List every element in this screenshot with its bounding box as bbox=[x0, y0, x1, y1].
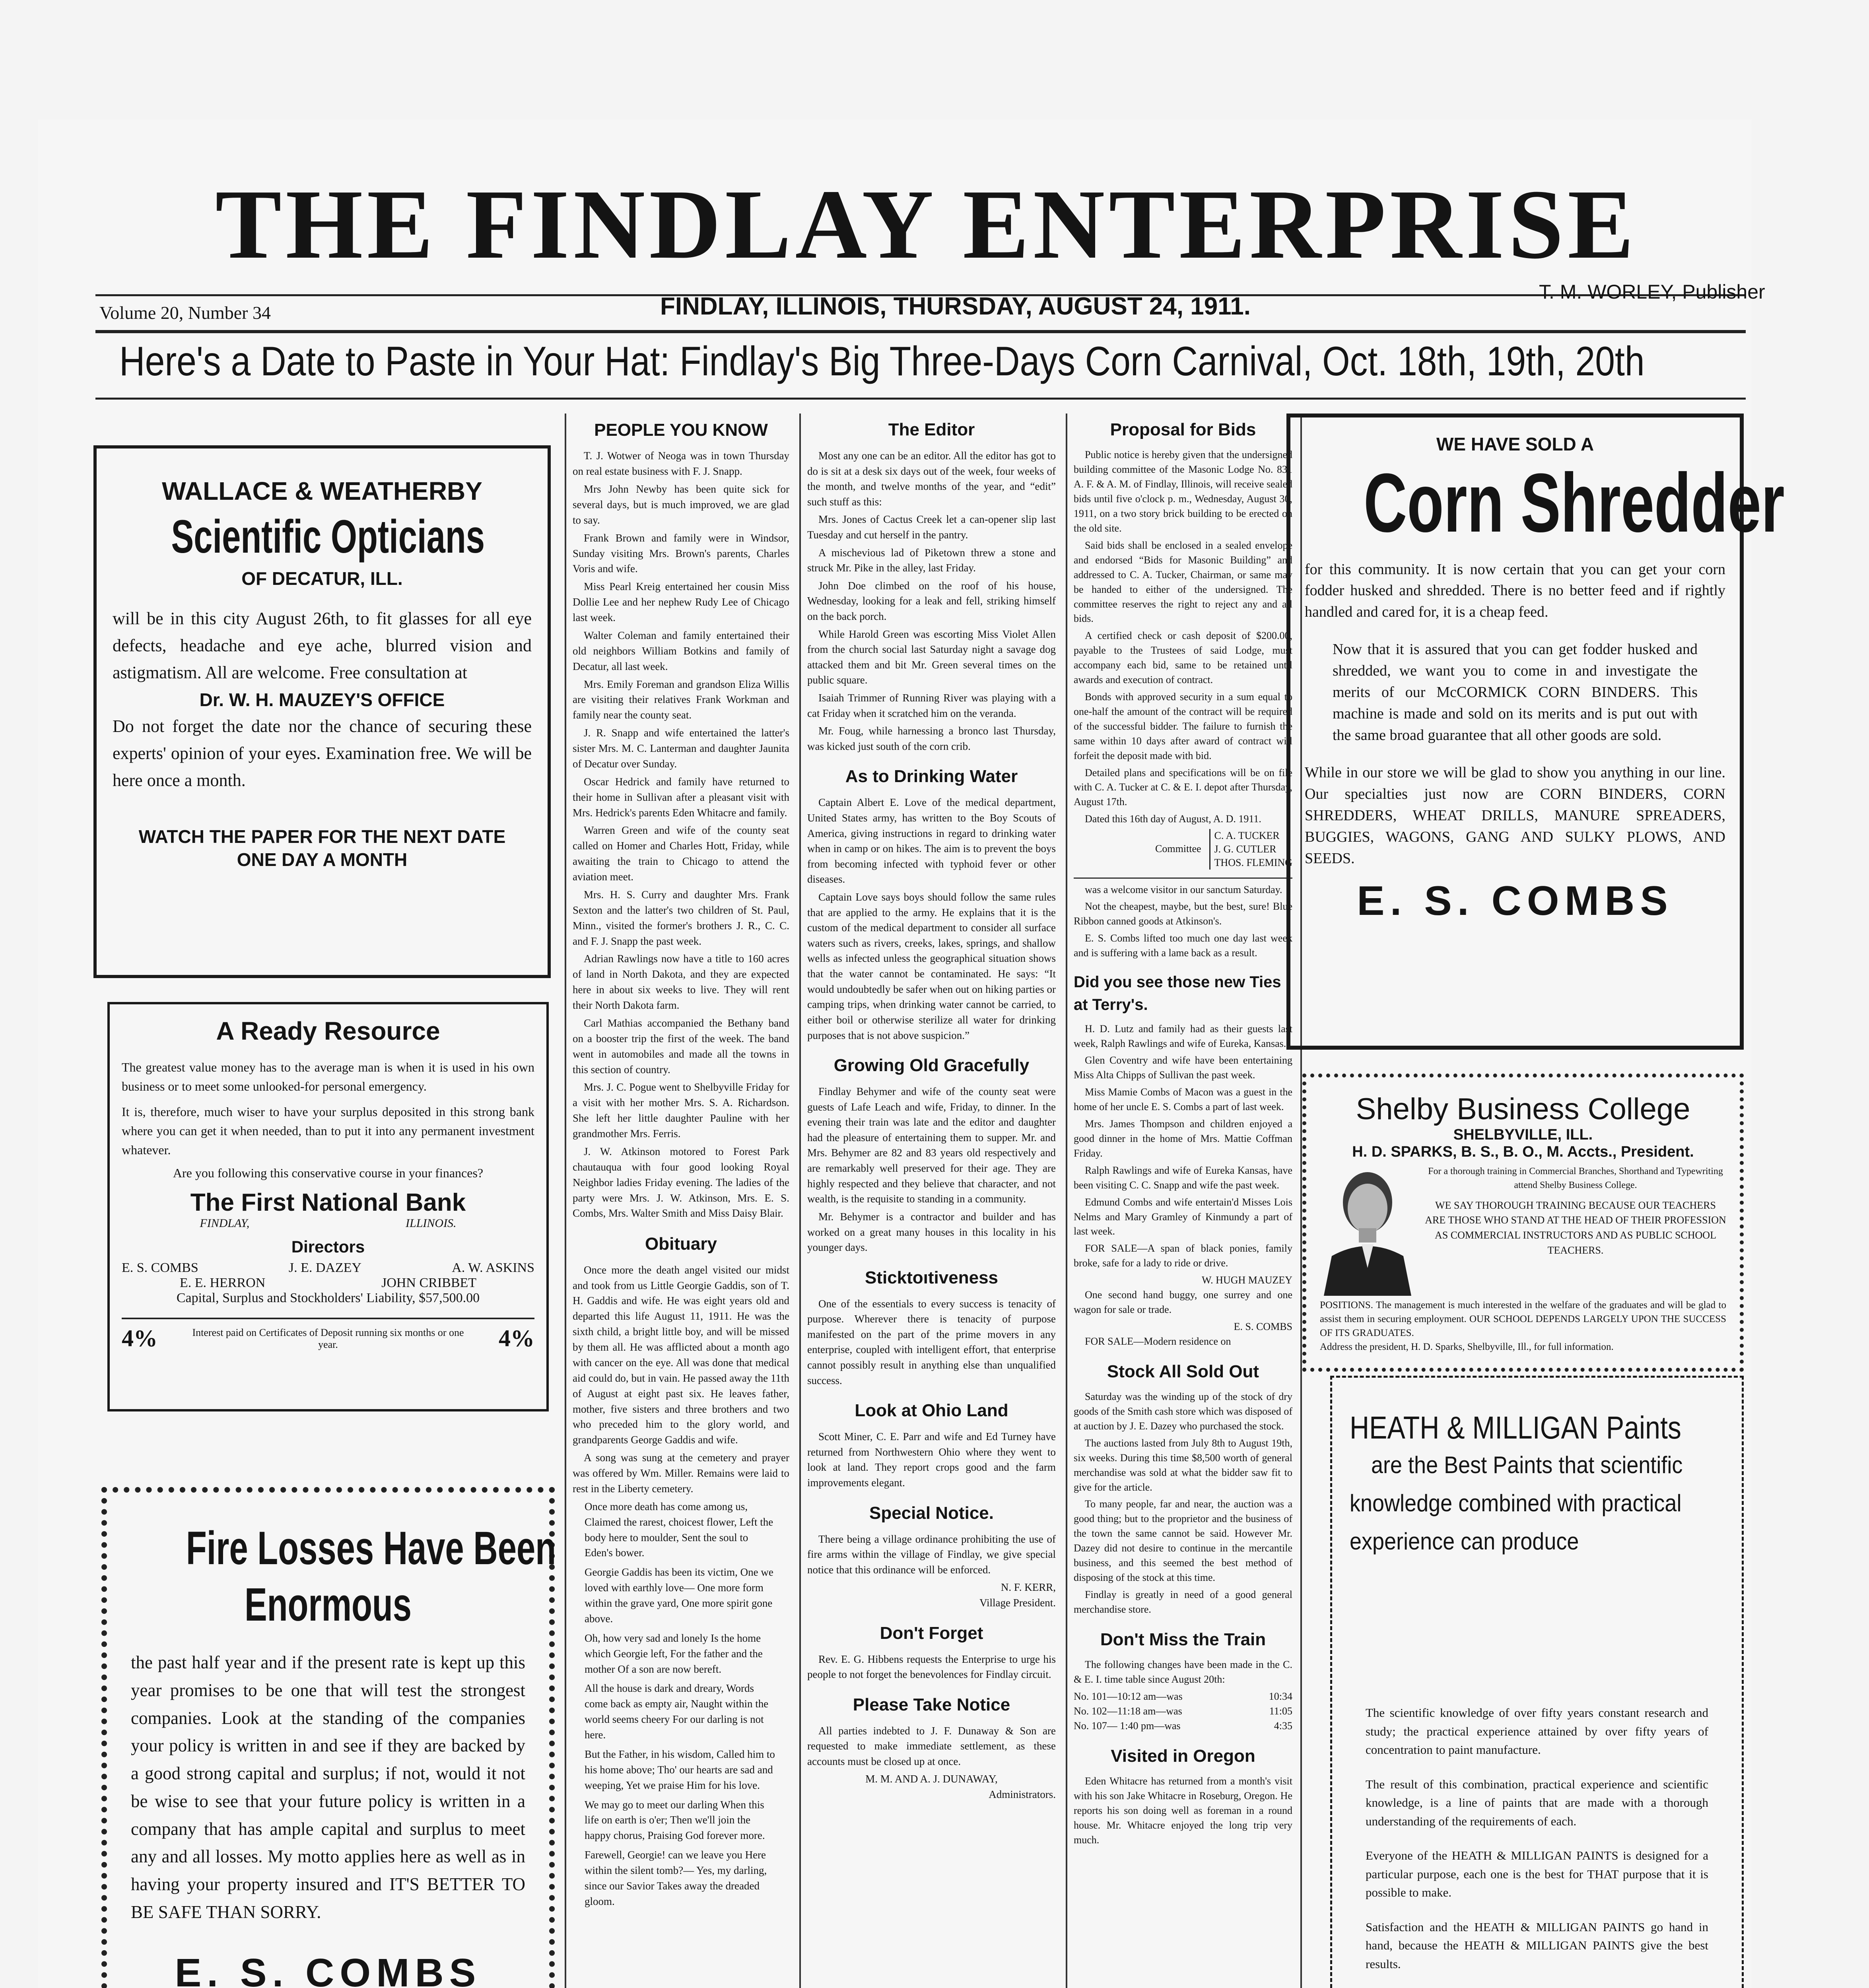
bank-directors-label: Directors bbox=[291, 1237, 365, 1256]
committee-member: THOS. FLEMING bbox=[1214, 856, 1292, 868]
paints-line-3: experience can produce bbox=[1350, 1528, 1579, 1555]
local-item: Miss Mamie Combs of Macon was a guest in the home of her uncle E. S. Combs a part of last week. bbox=[1074, 1086, 1292, 1113]
take-notice-heading: Please Take Notice bbox=[853, 1695, 1010, 1714]
editor-item: Mr. Foug, while harnessing a bronco last Thursday, was kicked just south of the corn crib. bbox=[807, 725, 1056, 752]
bank-director-5: JOHN CRIBBET bbox=[381, 1276, 477, 1290]
banner-rule bbox=[95, 398, 1746, 400]
people-item: Adrian Rawlings now have a title to 160 acres of land in North Dakota, and they are expected here in about six weeks to live. They will rent their North Dakota farm. bbox=[573, 953, 789, 1011]
college-line-4: Address the president, H. D. Sparks, Shelbyville, Ill., for full information. bbox=[1320, 1342, 1614, 1352]
stick-text: One of the essentials to every success is tenacity of purpose. Wherever there is tenacity of purpose manifested on the part of the prime movers in any enterprise, coupled with intelligent effort, that enterprise cannot possibly result in anything else than unqualified success. bbox=[807, 1297, 1056, 1386]
paints-ad bbox=[1330, 1376, 1744, 1988]
bank-paragraph-3: Are you following this conservative course in your finances? bbox=[173, 1166, 484, 1180]
bids-text: Bonds with approved security in a sum equal to one-half the amount of the contract will be required of the successful bidder. The failure to furnish the same within 10 days after award of contract will forfeit the deposit made with bid. bbox=[1074, 691, 1292, 761]
editor-item: John Doe climbed on the roof of his house, Wednesday, looking for a leak and fell, striking himself on the back porch. bbox=[807, 579, 1056, 622]
opticians-city: OF DECATUR, ILL. bbox=[241, 568, 403, 589]
opticians-firm: WALLACE & WEATHERBY bbox=[162, 477, 482, 505]
paints-paragraph-4: Satisfaction and the HEATH & MILLIGAN PAINTS go hand in hand, because the HEATH & MILLIGAN PAINTS give the best results. bbox=[1366, 1920, 1708, 1971]
publisher: T. M. WORLEY, Publisher bbox=[1539, 281, 1765, 303]
train-text: The following changes have been made in the C. & E. I. time table since August 20th: bbox=[1074, 1659, 1292, 1685]
poem-stanza: Farewell, Georgie! can we leave you Here within the silent tomb?— Yes, my darling, since our Savior Takes away the dreaded gloom. bbox=[585, 1849, 767, 1907]
committee-member: C. A. TUCKER bbox=[1214, 830, 1280, 842]
column-rule-1 bbox=[565, 414, 566, 1988]
buggy-signature: E. S. COMBS bbox=[1234, 1320, 1292, 1332]
growing-old-text: Findlay Behymer and wife of the county seat were guests of Lafe Leach and wife, Friday, to dinner. In the evening their train was late and the editor and daughter had the pleasure of entertaining them to supper. Mr. and Mrs. Behymer are 82 and 83 years old respectively and are remarkably well preserved for their age. They are highly respected and they believe that character, and not wealth, is the requisite to standing in a community. bbox=[807, 1085, 1056, 1205]
shredder-paragraph-1: for this community. It is now certain that you can get your corn fodder husked and shredded. There is no better feed and if rightly handled and cared for, it is a cheap feed. bbox=[1305, 561, 1725, 621]
poem-stanza: Once more death has come among us, Claimed the rarest, choicest flower, Left the body here to moulder, Sent the soul to Eden's bower. bbox=[585, 1500, 773, 1559]
stock-text: Findlay is greatly in need of a good general merchandise store. bbox=[1074, 1588, 1292, 1615]
train-table bbox=[1074, 1689, 1292, 1734]
special-notice-text: There being a village ordinance prohibiting the use of fire arms within the village of Findlay, we give special notice that this ordinance will be enforced. bbox=[807, 1533, 1056, 1576]
opticians-footer: WATCH THE PAPER FOR THE NEXT DATE bbox=[138, 826, 506, 847]
table-row: No. 107— 1:40 pm—was 4:35 bbox=[1074, 1720, 1292, 1732]
editor-item: While Harold Green was escorting Miss Violet Allen from the church social last Saturday night a savage dog attacked them and bit Mr. Green several times on the public square. bbox=[807, 628, 1056, 686]
editor-item: A mischevious lad of Piketown threw a stone and struck Mr. Pike in the alley, last Friday. bbox=[807, 546, 1056, 574]
column-rule-2 bbox=[799, 414, 801, 1988]
column-rule-3 bbox=[1066, 414, 1067, 1988]
shredder-top: WE HAVE SOLD A bbox=[1436, 434, 1594, 454]
corn-shredder-ad bbox=[1286, 414, 1785, 1050]
stock-heading: Stock All Sold Out bbox=[1107, 1361, 1259, 1381]
stock-text: Saturday was the winding up of the stock of dry goods of the Smith cash store which was disposed of at auction by J. E. Dazey who purchased the stock. bbox=[1074, 1391, 1292, 1432]
college-city: SHELBYVILLE, ILL. bbox=[1453, 1126, 1593, 1143]
paints-headline: HEATH & MILLIGAN Paints bbox=[1350, 1410, 1681, 1445]
local-item: Edmund Combs and wife entertain'd Misses Lois Nelms and Mary Gramley of Kinmundy a part of last week. bbox=[1074, 1196, 1292, 1237]
editor-item: Mrs. Jones of Cactus Creek let a can-opener slip last Tuesday and cut herself in the pantry. bbox=[807, 513, 1056, 541]
ties-heading: Did you see those new Ties at Terry's. bbox=[1074, 973, 1281, 1013]
poem-stanza: We may go to meet our darling When this life on earth is o'er; Then we'll join the happy chorus, Praising God forever more. bbox=[585, 1798, 765, 1842]
masthead-title: THE FINDLAY ENTERPRISE bbox=[215, 169, 1638, 280]
bids-text: A certified check or cash deposit of $200.00, payable to the Trustees of said Lodge, must accompany each bid, same to be retained until awards and execution of contract. bbox=[1074, 630, 1292, 686]
local-item: Glen Coventry and wife have been entertaining Miss Alta Chipps of Sullivan the past week. bbox=[1074, 1054, 1292, 1081]
bids-text: Detailed plans and specifications will be on file with C. A. Tucker at C. & E. I. depot after Thursday, August 17th. bbox=[1074, 767, 1292, 808]
paints-paragraph-2: The result of this combination, practical experience and scientific knowledge, is a line of paints that are made with a thorough understanding of the requirements of each. bbox=[1366, 1777, 1708, 1828]
shredder-paragraph-3: While in our store we will be glad to show you anything in our line. Our specialties just now are CORN BINDERS, CORN SHREDDERS, WHEAT DRILLS, MANURE SPREADERS, BUGGIES, WAGONS, GANG AND SULKY PLOWS, AND SEEDS. bbox=[1305, 764, 1725, 867]
poem-stanza: All the house is dark and dreary, Words come back as empty air, Naught within the world seems cheery For our darling is not here. bbox=[585, 1682, 769, 1741]
local-item: E. S. Combs lifted too much one day last week and is suffering with a lame back as a result. bbox=[1074, 932, 1292, 959]
stock-text: To many people, far and near, the auction was a good thing; but to the proprietor and the business of the town the same cannot be said. However Mr. Dazey did not desire to continue in the mercantile business, and this seemed the best method of disposing of the stock at this time. bbox=[1074, 1498, 1292, 1584]
take-notice-signature: M. M. AND A. J. DUNAWAY, bbox=[865, 1773, 998, 1785]
bank-name: The First National Bank bbox=[190, 1189, 466, 1216]
people-item: Carl Mathias accompanied the Bethany band on a booster trip the first of the week. The band went in automobiles and made all the towns in this section of country. bbox=[573, 1017, 789, 1076]
editor-item: Most any one can be an editor. All the editor has got to do is sit at a desk six days out of the week, four weeks of the month, and twelve months of the year, and “edit” such stuff as this: bbox=[807, 449, 1056, 508]
bids-column bbox=[1074, 417, 1292, 1850]
bank-director-4: E. E. HERRON bbox=[179, 1276, 266, 1290]
people-item: Mrs. H. S. Curry and daughter Mrs. Frank Sexton and the latter's two children of St. Paul, Minn., visited the former's brothers J. R., C. C. and F. J. Snapp the past week. bbox=[573, 888, 789, 947]
people-item: Oscar Hedrick and family have returned to their home in Sullivan after a pleasant visit with Mrs. Hedrick's parents Eden Whitacre and family. bbox=[573, 775, 789, 819]
local-item: H. D. Lutz and family had as their guests last week, Ralph Rawlings and wife of Eureka, Kansas. bbox=[1074, 1023, 1292, 1049]
college-line-2: WE SAY THOROUGH TRAINING BECAUSE OUR TEACHERS ARE THOSE WHO STAND AT THE HEAD OF THEIR PROFESSION AS COMMERCIAL INSTRUCTORS AND AS PUBLIC SCHOOL TEACHERS. bbox=[1425, 1199, 1726, 1256]
growing-old-text-2: Mr. Behymer is a contractor and builder and has worked on a great many houses in this locality in his younger days. bbox=[807, 1210, 1056, 1254]
president-portrait-icon bbox=[1320, 1165, 1415, 1296]
special-notice-title: Village President. bbox=[979, 1597, 1056, 1609]
people-heading: PEOPLE YOU KNOW bbox=[594, 420, 768, 440]
college-name: Shelby Business College bbox=[1356, 1092, 1690, 1126]
people-item: J. W. Atkinson motored to Forest Park chautauqua with four good looking Royal Neighbor ladies Friday evening. The ladies of the party were Mrs. J. W. Atkinson, Mrs. E. S. Combs, Mrs. Walter Smith and Miss Daisy Blair. bbox=[573, 1145, 789, 1219]
people-item: Mrs. Emily Foreman and grandson Eliza Willis are visiting their relatives Frank Workman and family near the county seat. bbox=[573, 678, 789, 721]
fire-body: the past half year and if the present rate is kept up this year promises to be one that will test the strongest companies. Look at the standing of the companies your policy is written in and see if they are backed by a good strong capital and surplus; if not, would it not be wise to see that your future policy is written in a company that has ample capital and surplus to meet any and all losses. My motto applies here as well as in having your property insured and IT'S BETTER TO BE SAFE THAN SORRY. bbox=[131, 1652, 525, 1922]
fire-signature: E. S. COMBS bbox=[175, 1950, 482, 1988]
dont-forget-heading: Don't Forget bbox=[880, 1623, 983, 1643]
fire-losses-ad bbox=[101, 1487, 555, 1988]
poem-stanza: But the Father, in his wisdom, Called him to his home above; Tho' our hearts are sad and weeping, Yet we praise Him for his love. bbox=[585, 1748, 775, 1791]
opticians-office: Dr. W. H. MAUZEY'S OFFICE bbox=[199, 689, 445, 710]
table-row: No. 102—11:18 am—was 11:05 bbox=[1074, 1705, 1292, 1717]
table-row: No. 101—10:12 am—was 10:34 bbox=[1074, 1691, 1292, 1703]
opticians-headline: Scientific Opticians bbox=[171, 511, 485, 563]
take-notice-title: Administrators. bbox=[989, 1788, 1056, 1801]
college-president: H. D. SPARKS, B. S., B. O., M. Accts., President. bbox=[1352, 1143, 1694, 1160]
bank-director-3: A. W. ASKINS bbox=[452, 1260, 534, 1275]
shredder-headline: Corn Shredder bbox=[1364, 456, 1785, 549]
train-heading: Don't Miss the Train bbox=[1100, 1629, 1266, 1649]
fire-headline: Fire Losses Have Been bbox=[186, 1522, 556, 1574]
paints-line-1: are the Best Paints that scientific bbox=[1371, 1452, 1683, 1478]
people-column bbox=[573, 417, 789, 1913]
opticians-body-2: Do not forget the date nor the chance of securing these experts' opinion of your eyes. Examination free. We will be here once a month. bbox=[113, 716, 532, 790]
editor-column bbox=[807, 417, 1056, 1802]
editor-item: Isaiah Trimmer of Running River was playing with a cat Friday when it scratched him on the veranda. bbox=[807, 692, 1056, 719]
water-text: Captain Albert E. Love of the medical department, United States army, has written to the Boy Scouts of America, giving instructions in regard to drinking water when in camp or on hikes. The aim is to prevent the boys from becoming infected with typhoid fever or other diseases. bbox=[807, 796, 1056, 885]
business-college-ad bbox=[1302, 1074, 1744, 1372]
masthead-rule-bottom bbox=[95, 330, 1746, 333]
college-line-1: For a thorough training in Commercial Branches, Shorthand and Typewriting attend Shelby Business College. bbox=[1428, 1166, 1723, 1190]
shredder-paragraph-2: Now that it is assured that you can get fodder husked and shredded, we want you to come in and investigate the merits of our McCORMICK CORN BINDERS. This machine is made and sold on its merits and is put out with the same broad guarantee that all other goods are sold. bbox=[1333, 641, 1698, 744]
opticians-footer-2: ONE DAY A MONTH bbox=[237, 849, 408, 870]
stock-text: The auctions lasted from July 8th to August 19th, six weeks. During this time $8,500 worth of general merchandise was sold at what the bidder saw fit to give for the article. bbox=[1074, 1437, 1292, 1493]
bank-rate-left: 4% bbox=[122, 1325, 157, 1351]
bank-paragraph-2: It is, therefore, much wiser to have your surplus deposited in this strong bank where you can get it when needed, than to put it into any permanent investment whatever. bbox=[122, 1105, 534, 1157]
people-item: Mrs. J. C. Pogue went to Shelbyville Friday for a visit with her mother Mrs. S. A. Richardson. She left her little daughter Pauline with her grandmother Mrs. Ferris. bbox=[573, 1081, 789, 1140]
bank-interest: Interest paid on Certificates of Deposit running six months or one year. bbox=[192, 1326, 464, 1350]
bids-text: Dated this 16th day of August, A. D. 1911. bbox=[1085, 813, 1261, 825]
oregon-heading: Visited in Oregon bbox=[1111, 1746, 1255, 1766]
bids-text: Said bids shall be enclosed in a sealed envelope and endorsed “Bids for Masonic Building” and addressed to C. A. Tucker, Chairman, or same may be handed to either of the undersigned. The committee reserves the right to reject any and all bids. bbox=[1074, 539, 1292, 625]
committee-member: J. G. CUTLER bbox=[1214, 843, 1276, 855]
bank-paragraph-1: The greatest value money has to the average man is when it is used in his own business or to meet some unlooked-for personal emergency. bbox=[122, 1060, 534, 1093]
growing-old-heading: Growing Old Gracefully bbox=[833, 1056, 1030, 1076]
people-item: T. J. Wotwer of Neoga was in town Thursday on real estate business with F. J. Snapp. bbox=[573, 450, 789, 478]
water-text-2: Captain Love says boys should follow the same rules that are applied to the army. He explains that it is the custom of the medical department to consider all surface waters such as rivers, creeks, lakes, springs, and shallow wells as infected unless the geographical situation shows that the water cannot be contaminated. He says: “It would undoubtedly be safer when out on hiking parties or camping trips, when drinking water cannot be carried, to either boil or otherwise sterilize all water for drinking purposes that is not above suspicion.” bbox=[807, 891, 1056, 1041]
paints-paragraph-3: Everyone of the HEATH & MILLIGAN PAINTS is designed for a particular purpose, each one is the best for THAT purpose that it is possible to make. bbox=[1366, 1848, 1708, 1899]
people-item: J. R. Snapp and wife entertained the latter's sister Mrs. M. C. Lanterman and daughter Jaunita of Decatur over Sunday. bbox=[573, 727, 789, 770]
bids-text: Public notice is hereby given that the undersigned building committee of the Masonic Lodge No. 831 A. F. & A. M. of Findlay, Illinois, will receive sealed bids until five o'clock p. m., Wednesday, August 30, 1911, on a two story brick building to be erected on the old site. bbox=[1074, 449, 1292, 534]
oregon-text: Eden Whitacre has returned from a month's visit with his son Jake Whitacre in Roseburg, Oregon. He reports his son doing well as foreman in a round house. Mr. Whitacre enjoyed the long trip very much. bbox=[1074, 1775, 1292, 1846]
water-heading: As to Drinking Water bbox=[845, 767, 1018, 786]
people-item: Warren Green and wife of the county seat called on Homer and Charles Hott, Friday, while awaiting the train to Chicago to attend the aviation meet. bbox=[573, 824, 789, 883]
people-item: Walter Coleman and family entertained their old neighbors William Botkins and family of Decatur, all last week. bbox=[573, 629, 789, 672]
bank-headline: A Ready Resource bbox=[216, 1017, 440, 1045]
dateline: FINDLAY, ILLINOIS, THURSDAY, AUGUST 24, 1911. bbox=[660, 293, 1251, 320]
bank-state: ILLINOIS. bbox=[406, 1217, 457, 1230]
fire-headline-2: Enormous bbox=[244, 1578, 412, 1631]
bank-ad bbox=[107, 1002, 549, 1411]
stick-heading: Sticktoıtiveness bbox=[865, 1268, 999, 1287]
ohio-heading: Look at Ohio Land bbox=[855, 1401, 1008, 1421]
bank-rate-right: 4% bbox=[499, 1325, 534, 1351]
bank-town: FINDLAY, bbox=[200, 1217, 250, 1230]
local-item: Mrs. James Thompson and children enjoyed a good dinner in the home of Mrs. Mattie Coffman Friday. bbox=[1074, 1118, 1292, 1159]
opticians-ad bbox=[93, 445, 551, 978]
committee-label: Committee bbox=[1155, 843, 1201, 855]
local-item: FOR SALE—Modern residence on bbox=[1085, 1335, 1231, 1347]
paints-paragraph-1: The scientific knowledge of over fifty years constant research and study; the practical experience attained by over fifty years of concentration to paint manufacture. bbox=[1366, 1706, 1708, 1757]
bank-director-1: E. S. COMBS bbox=[122, 1260, 198, 1275]
obituary-text-2: A song was sung at the cemetery and prayer was offered by Wm. Miller. Remains were laid to rest in the Liberty cemetery. bbox=[573, 1452, 789, 1495]
special-notice-signature: N. F. KERR, bbox=[1001, 1581, 1056, 1594]
ponies-signature: W. HUGH MAUZEY bbox=[1202, 1274, 1292, 1286]
local-item: One second hand buggy, one surrey and one wagon for sale or trade. bbox=[1074, 1289, 1292, 1315]
take-notice-text: All parties indebted to J. F. Dunaway & Son are requested to make immediate settlement, as these accounts must be closed up at once. bbox=[807, 1724, 1056, 1767]
local-item: Not the cheapest, maybe, but the best, sure! Blue Ribbon canned goods at Atkinson's. bbox=[1074, 901, 1292, 927]
carnival-banner: Here's a Date to Paste in Your Hat: Findlay's Big Three-Days Corn Carnival, Oct. 18th, 19th, 20th bbox=[119, 338, 1645, 384]
people-item: Mrs John Newby has been quite sick for several days, but is much improved, we are glad to say. bbox=[573, 483, 789, 526]
people-item: Miss Pearl Kreig entertained her cousin Miss Dollie Lee and her nephew Rudy Lee of Chicago last week. bbox=[573, 580, 789, 624]
obituary-text: Once more the death angel visited our midst and took from us Little Georgie Gaddis, son of T. H. Gaddis and wife. He was eight years old and departed this life August 11, 1911. He was the sixth child, a bright little boy, and will be missed by them all. He was afflicted about a month ago with cancer on the eye. All was done that medical aid could do, but in vain. He passed away the 11th of August at eight past six. He leaves father, mother, five sisters and three brothers and two who preceded him to the glory world, and grandparents George Gaddis and wife. bbox=[573, 1264, 789, 1446]
people-item: Frank Brown and family were in Windsor, Sunday visiting Mrs. Brown's parents, Charles Voris and wife. bbox=[573, 532, 789, 575]
bank-capital: Capital, Surplus and Stockholders' Liability, $57,500.00 bbox=[176, 1291, 480, 1305]
bank-director-2: J. E. DAZEY bbox=[288, 1260, 362, 1275]
volume-number: Volume 20, Number 34 bbox=[99, 303, 271, 323]
special-notice-heading: Special Notice. bbox=[869, 1503, 994, 1523]
paints-line-2: knowledge combined with practical bbox=[1350, 1490, 1682, 1516]
ohio-text: Scott Miner, C. E. Parr and wife and Ed Turney have returned from Northwestern Ohio where they went to look at land. They report crops good and the farm improvements elegant. bbox=[807, 1431, 1056, 1489]
editor-heading: The Editor bbox=[888, 420, 975, 439]
shredder-signature: E. S. COMBS bbox=[1357, 878, 1673, 924]
local-item: was a welcome visitor in our sanctum Saturday. bbox=[1085, 883, 1282, 895]
local-item: Ralph Rawlings and wife of Eureka Kansas, have been visiting C. C. Snapp and wife the past week. bbox=[1074, 1164, 1292, 1191]
local-item: FOR SALE—A span of black ponies, family broke, safe for a lady to ride or drive. bbox=[1074, 1242, 1292, 1269]
poem-stanza: Georgie Gaddis has been its victim, One we loved with earthly love— One more form within the grave yard, One more spirit gone above. bbox=[585, 1566, 773, 1625]
college-line-3: POSITIONS. The management is much interested in the welfare of the graduates and will be glad to assist them in securing employment. OUR SCHOOL DEPENDS LARGELY UPON THE SUCCESS OF ITS GRADUATES. bbox=[1320, 1300, 1726, 1338]
poem-stanza: Oh, how very sad and lonely Is the home which Georgie left, For the father and the mother Of a son are now bereft. bbox=[585, 1632, 763, 1675]
bids-heading: Proposal for Bids bbox=[1110, 420, 1256, 439]
dont-forget-text: Rev. E. G. Hibbens requests the Enterprise to urge his people to not forget the benevolences for Findlay circuit. bbox=[807, 1653, 1056, 1681]
obituary-heading: Obituary bbox=[645, 1234, 717, 1254]
opticians-body: will be in this city August 26th, to fit glasses for all eye defects, headache and eye ache, blurred vision and astigmatism. All are welcome. Free consultation at bbox=[113, 609, 532, 683]
